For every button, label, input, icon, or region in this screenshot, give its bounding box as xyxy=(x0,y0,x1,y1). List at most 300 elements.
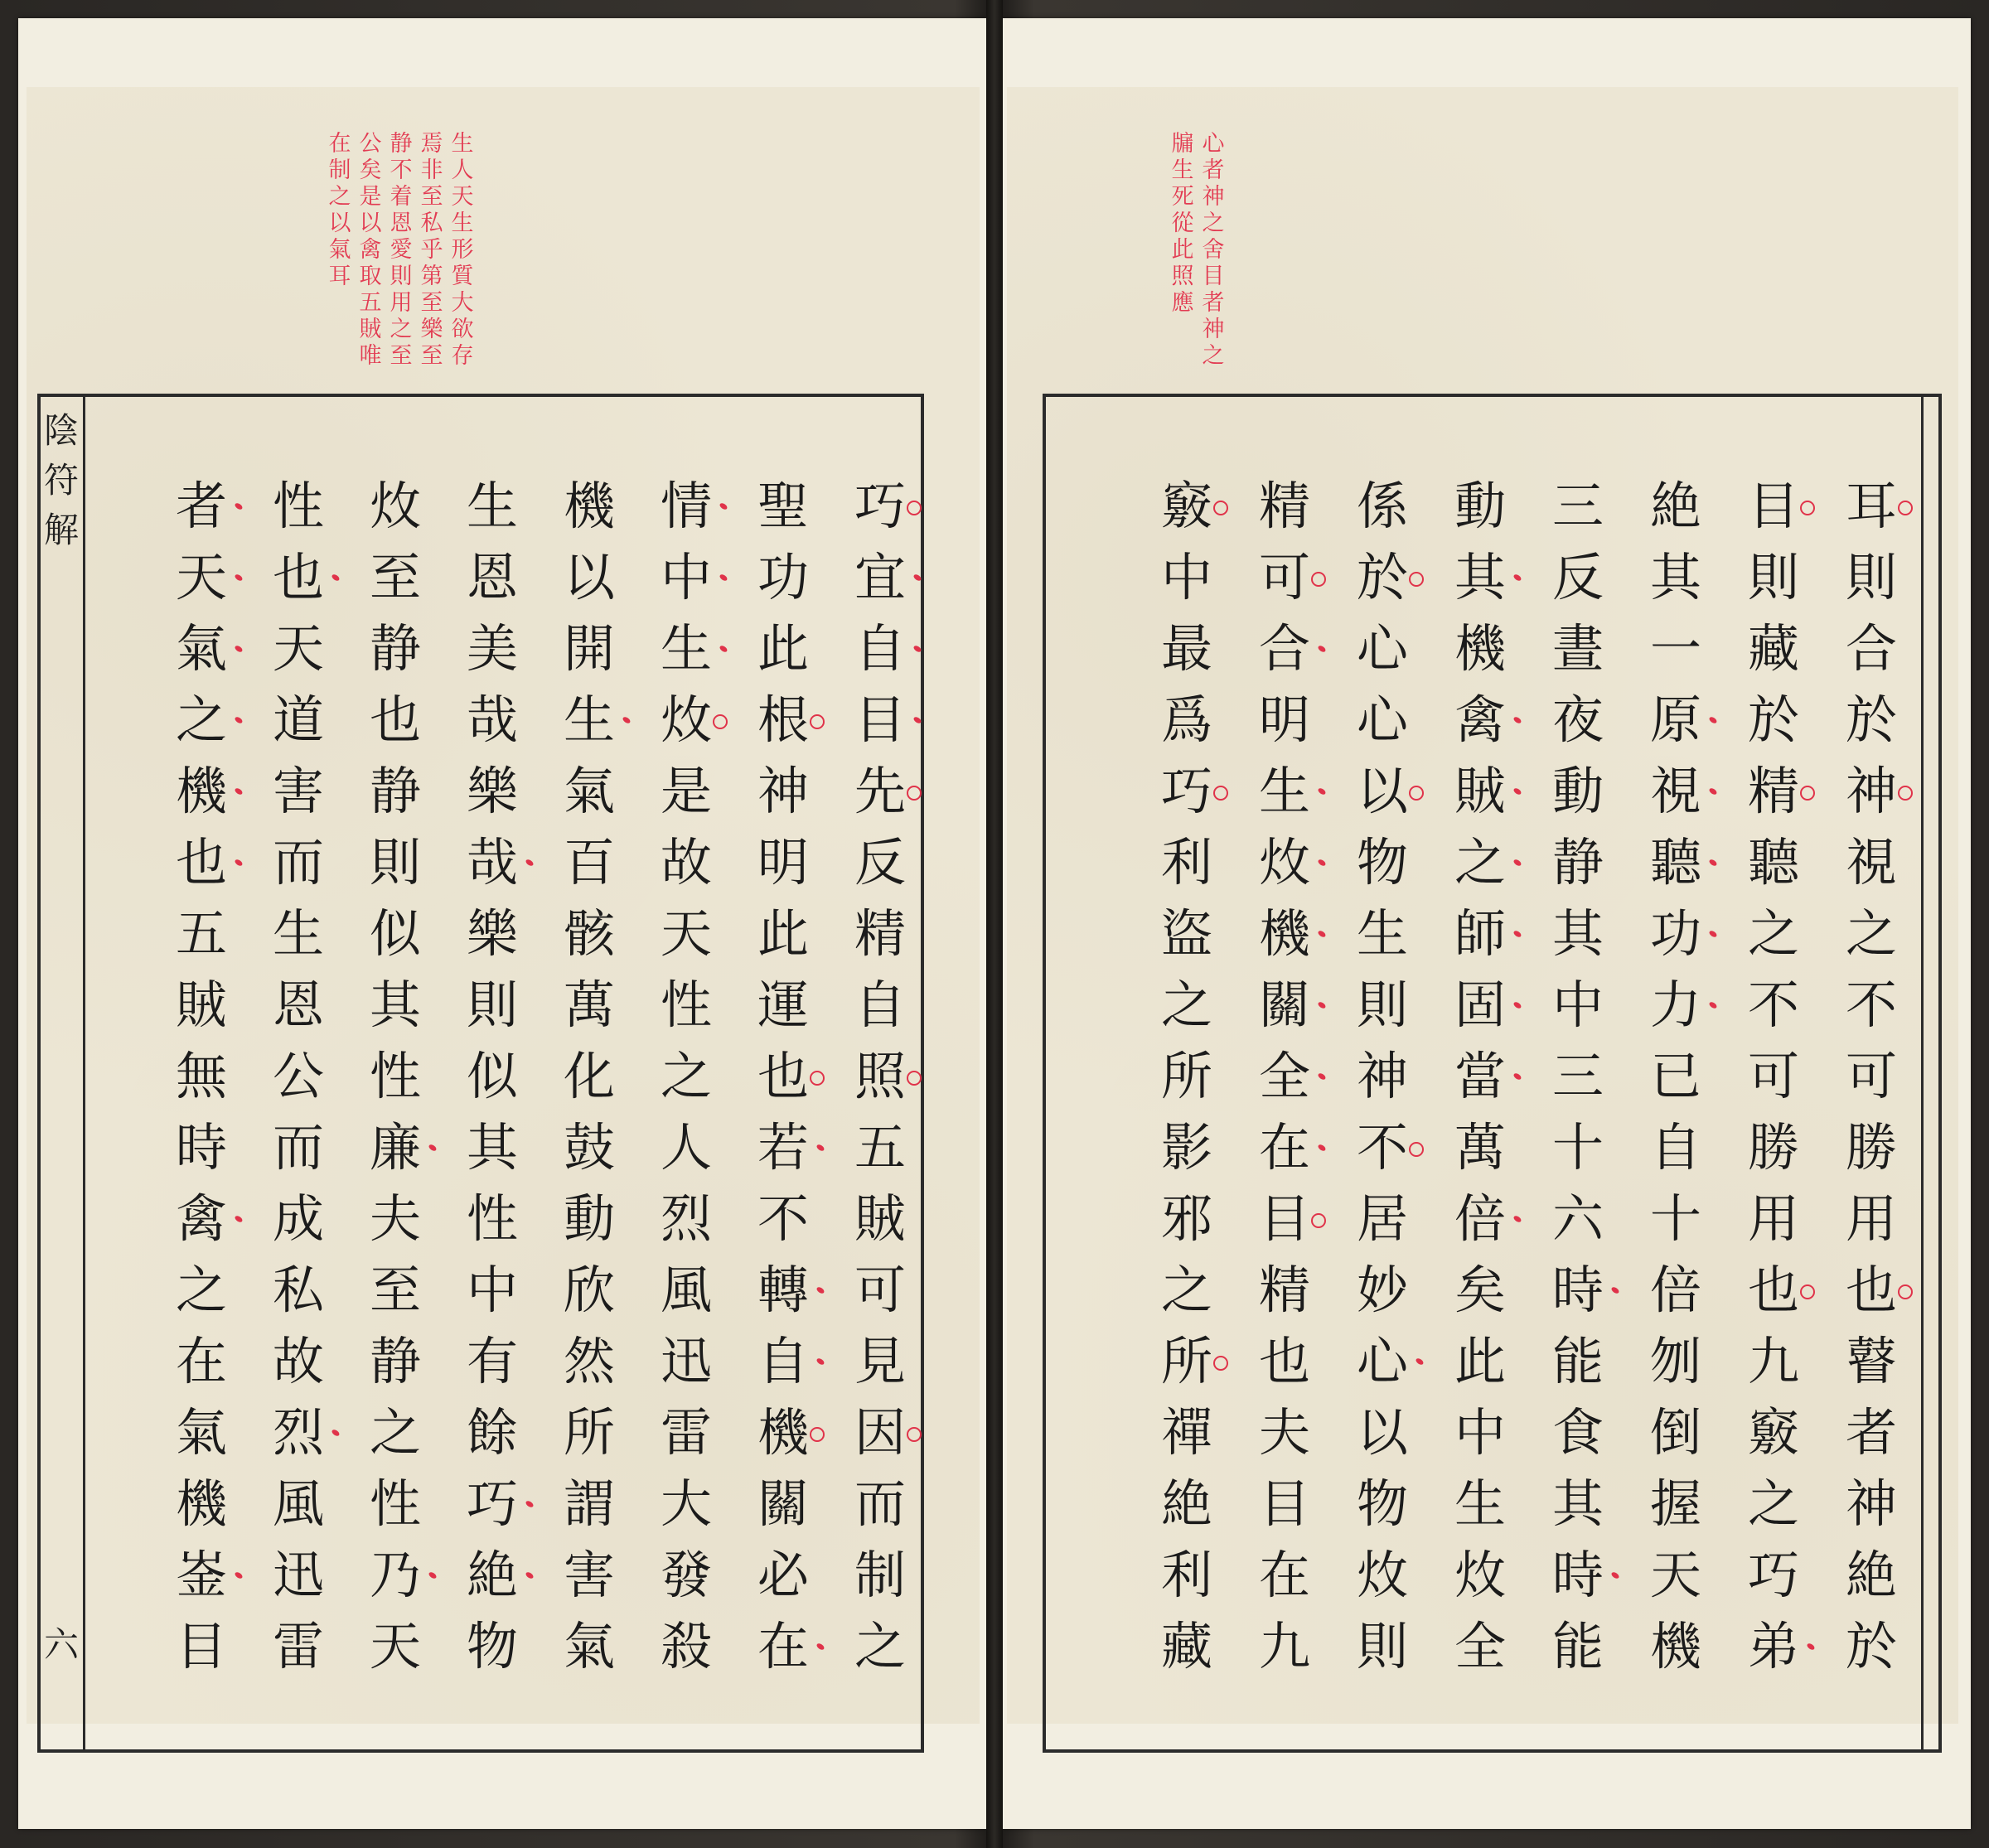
text-char: 則 xyxy=(466,975,518,1035)
text-char: 也 xyxy=(1740,1255,1807,1326)
text-char: 静 xyxy=(369,618,421,679)
text-char: 其 xyxy=(466,1117,518,1178)
text-char: 禽 xyxy=(1447,685,1513,756)
text-char: 天 xyxy=(272,618,324,679)
text-char: 固 xyxy=(1447,970,1513,1041)
text-char: 炇 xyxy=(1454,1545,1506,1605)
annotation-char: 之 xyxy=(390,317,413,342)
text-char: 烈 xyxy=(660,1188,712,1249)
text-char: 性 xyxy=(660,975,712,1035)
text-char: 似 xyxy=(466,1046,518,1106)
text-char: 倍 xyxy=(1447,1183,1513,1255)
red-circle-mark xyxy=(1800,501,1815,515)
text-char: 絶 xyxy=(1160,1473,1212,1534)
text-char: 矣 xyxy=(1454,1260,1506,1320)
text-char: 人 xyxy=(660,1117,712,1178)
text-char: 之 xyxy=(854,1616,906,1676)
text-char: 禪 xyxy=(1160,1402,1212,1463)
text-char: 生 xyxy=(272,903,324,964)
text-char: 萬 xyxy=(563,975,615,1035)
text-char: 反 xyxy=(1551,547,1604,607)
left-annotation-column xyxy=(448,131,477,370)
text-char: 竅 xyxy=(1154,471,1220,542)
annotation-char: 之 xyxy=(1202,343,1225,369)
text-char: 乃 xyxy=(362,1540,428,1611)
text-char: 雷 xyxy=(272,1616,324,1676)
margin-title-char: 陰 xyxy=(43,410,79,451)
text-char: 之 xyxy=(1447,827,1513,898)
text-char: 此 xyxy=(757,903,809,964)
text-char: 精 xyxy=(854,903,906,964)
left-text-column xyxy=(265,471,332,1682)
margin-title-char: 解 xyxy=(43,510,79,550)
text-char: 心 xyxy=(1356,618,1408,679)
text-char: 此 xyxy=(1454,1331,1506,1391)
annotation-char: 從 xyxy=(1171,210,1194,236)
text-char: 巧 xyxy=(1154,756,1220,827)
annotation-char: 賊 xyxy=(359,317,382,342)
annotation-char: 死 xyxy=(1171,184,1194,210)
text-char: 迅 xyxy=(660,1331,712,1391)
text-char: 關 xyxy=(757,1473,809,1534)
text-char: 氣 xyxy=(168,613,235,685)
annotation-char: 愛 xyxy=(390,237,413,263)
text-char: 成 xyxy=(272,1188,324,1249)
text-char: 藏 xyxy=(1747,618,1799,679)
text-char: 功 xyxy=(757,547,809,607)
text-char: 視 xyxy=(1845,832,1897,893)
annotation-char: 人 xyxy=(451,157,474,183)
text-char: 中 xyxy=(1454,1402,1506,1463)
text-char: 利 xyxy=(1160,1545,1212,1605)
text-char: 也 xyxy=(265,542,332,613)
text-char: 十 xyxy=(1551,1117,1604,1178)
text-char: 大 xyxy=(660,1473,712,1534)
text-char: 恩 xyxy=(466,547,518,607)
left-annotation-column xyxy=(386,131,416,370)
annotation-char: 唯 xyxy=(359,343,382,369)
red-circle-mark xyxy=(1409,1142,1424,1157)
text-char: 故 xyxy=(660,832,712,893)
text-char: 功 xyxy=(1643,898,1709,970)
text-char: 自 xyxy=(847,613,913,685)
text-char: 妙 xyxy=(1356,1260,1408,1320)
text-char: 制 xyxy=(854,1545,906,1605)
annotation-char: 此 xyxy=(1171,237,1194,263)
text-char: 以 xyxy=(1356,1402,1408,1463)
text-char: 性 xyxy=(369,1046,421,1106)
text-char: 風 xyxy=(272,1473,324,1534)
text-char: 先 xyxy=(847,756,913,827)
text-char: 當 xyxy=(1447,1041,1513,1112)
annotation-char: 生 xyxy=(451,210,474,236)
text-char: 轉 xyxy=(750,1255,816,1326)
text-char: 絶 xyxy=(459,1540,525,1611)
text-char: 者 xyxy=(168,471,235,542)
text-char: 烈 xyxy=(265,1397,332,1468)
text-char: 視 xyxy=(1643,756,1709,827)
text-char: 九 xyxy=(1258,1616,1310,1676)
text-char: 生 xyxy=(556,685,622,756)
text-char: 於 xyxy=(1349,542,1416,613)
text-char: 聽 xyxy=(1747,832,1799,893)
text-char: 則 xyxy=(369,832,421,893)
annotation-char: 形 xyxy=(451,237,474,263)
right-text-column xyxy=(1545,471,1611,1682)
red-circle-mark xyxy=(1311,572,1326,587)
annotation-char: 神 xyxy=(1202,184,1225,210)
red-circle-mark xyxy=(1311,1213,1326,1228)
text-char: 目 xyxy=(175,1616,227,1676)
text-char: 雷 xyxy=(660,1402,712,1463)
text-char: 鼓 xyxy=(563,1117,615,1178)
text-char: 根 xyxy=(750,685,816,756)
text-char: 三 xyxy=(1551,1046,1604,1106)
right-text-column xyxy=(1154,471,1220,1682)
text-char: 性 xyxy=(272,476,324,536)
text-char: 於 xyxy=(1845,689,1897,750)
text-char: 一 xyxy=(1649,618,1701,679)
red-circle-mark xyxy=(907,501,922,515)
text-char: 機 xyxy=(168,756,235,827)
annotation-char: 生 xyxy=(451,131,474,157)
text-char: 生 xyxy=(653,613,719,685)
text-char: 機 xyxy=(175,1473,227,1534)
text-char: 巧 xyxy=(1747,1545,1799,1605)
text-char: 全 xyxy=(1454,1616,1506,1676)
text-char: 食 xyxy=(1551,1402,1604,1463)
annotation-char: 是 xyxy=(359,184,382,210)
text-char: 運 xyxy=(757,975,809,1035)
text-char: 也 xyxy=(1258,1331,1310,1391)
text-char: 夫 xyxy=(369,1188,421,1249)
text-char: 餘 xyxy=(466,1402,518,1463)
annotation-char: 目 xyxy=(1202,264,1225,289)
right-text-column xyxy=(1838,471,1904,1682)
text-char: 而 xyxy=(272,832,324,893)
left-text-column xyxy=(750,471,816,1682)
text-char: 刎 xyxy=(1649,1331,1701,1391)
text-char: 居 xyxy=(1356,1188,1408,1249)
text-char: 美 xyxy=(466,618,518,679)
annotation-char: 以 xyxy=(328,210,351,236)
text-char: 害 xyxy=(563,1545,615,1605)
text-char: 在 xyxy=(750,1611,816,1682)
red-circle-mark xyxy=(1409,572,1424,587)
text-char: 於 xyxy=(1747,689,1799,750)
text-char: 盜 xyxy=(1160,903,1212,964)
text-char: 可 xyxy=(1747,1046,1799,1106)
annotation-char: 牖 xyxy=(1171,131,1194,157)
text-char: 也 xyxy=(168,827,235,898)
text-char: 於 xyxy=(1845,1616,1897,1676)
annotation-char: 則 xyxy=(390,264,413,289)
text-char: 機 xyxy=(1251,898,1318,970)
red-circle-mark xyxy=(810,1427,825,1442)
text-char: 夫 xyxy=(1258,1402,1310,1463)
text-char: 以 xyxy=(563,547,615,607)
text-char: 夜 xyxy=(1551,689,1604,750)
text-char: 倒 xyxy=(1649,1402,1701,1463)
text-char: 以 xyxy=(1349,756,1416,827)
text-char: 生 xyxy=(1356,903,1408,964)
text-char: 耳 xyxy=(1838,471,1904,542)
text-char: 合 xyxy=(1251,613,1318,685)
text-char: 賊 xyxy=(854,1188,906,1249)
text-char: 目 xyxy=(1740,471,1807,542)
text-char: 性 xyxy=(369,1473,421,1534)
text-char: 天 xyxy=(1649,1545,1701,1605)
text-char: 之 xyxy=(168,685,235,756)
right-text-column xyxy=(1349,471,1416,1682)
text-char: 利 xyxy=(1160,832,1212,893)
text-char: 欣 xyxy=(563,1260,615,1320)
text-char: 不 xyxy=(1747,975,1799,1035)
text-char: 發 xyxy=(660,1545,712,1605)
text-char: 風 xyxy=(660,1260,712,1320)
text-char: 生 xyxy=(1251,756,1318,827)
text-char: 握 xyxy=(1649,1473,1701,1534)
text-char: 不 xyxy=(1349,1112,1416,1183)
text-char: 禽 xyxy=(168,1183,235,1255)
text-char: 而 xyxy=(272,1117,324,1178)
red-circle-mark xyxy=(810,714,825,729)
annotation-char: 照 xyxy=(1171,264,1194,289)
annotation-char: 心 xyxy=(1202,131,1225,157)
text-char: 原 xyxy=(1643,685,1709,756)
annotation-char: 非 xyxy=(420,157,443,183)
text-char: 可 xyxy=(1251,542,1318,613)
red-circle-mark xyxy=(1898,501,1913,515)
text-char: 公 xyxy=(272,1046,324,1106)
annotation-char: 制 xyxy=(328,157,351,183)
annotation-char: 至 xyxy=(420,184,443,210)
annotation-char: 者 xyxy=(1202,157,1225,183)
text-char: 至 xyxy=(369,547,421,607)
red-circle-mark xyxy=(1213,501,1228,515)
text-char: 動 xyxy=(1454,476,1506,536)
text-char: 勝 xyxy=(1747,1117,1799,1178)
text-char: 目 xyxy=(1258,1473,1310,1534)
text-char: 炇 xyxy=(1356,1545,1408,1605)
annotation-char: 用 xyxy=(390,290,413,316)
text-char: 恩 xyxy=(272,975,324,1035)
red-circle-mark xyxy=(810,1071,825,1086)
left-annotation-column xyxy=(325,131,355,290)
text-char: 謂 xyxy=(563,1473,615,1534)
annotation-char: 禽 xyxy=(359,237,382,263)
red-circle-mark xyxy=(713,714,728,729)
annotation-char: 耳 xyxy=(328,264,351,289)
text-char: 可 xyxy=(854,1260,906,1320)
annotation-char: 恩 xyxy=(390,210,413,236)
text-char: 不 xyxy=(1845,975,1897,1035)
text-char: 六 xyxy=(1551,1188,1604,1249)
text-char: 精 xyxy=(1740,756,1807,827)
right-text-column xyxy=(1643,471,1709,1682)
text-char: 時 xyxy=(1545,1540,1611,1611)
annotation-char: 存 xyxy=(451,343,474,369)
text-char: 物 xyxy=(1356,832,1408,893)
text-char: 能 xyxy=(1551,1616,1604,1676)
text-char: 神 xyxy=(1845,1473,1897,1534)
text-char: 係 xyxy=(1356,476,1408,536)
text-char: 炇 xyxy=(653,685,719,756)
text-char: 氣 xyxy=(175,1402,227,1463)
text-char: 之 xyxy=(1845,903,1897,964)
text-char: 故 xyxy=(272,1331,324,1391)
text-char: 萬 xyxy=(1454,1117,1506,1178)
annotation-char: 者 xyxy=(1202,290,1225,316)
left-text-column xyxy=(168,471,235,1682)
text-char: 目 xyxy=(847,685,913,756)
red-circle-mark xyxy=(1409,786,1424,801)
text-char: 似 xyxy=(369,903,421,964)
text-char: 宜 xyxy=(847,542,913,613)
text-char: 可 xyxy=(1845,1046,1897,1106)
annotation-char: 質 xyxy=(451,264,474,289)
text-char: 所 xyxy=(563,1402,615,1463)
annotation-char: 天 xyxy=(451,184,474,210)
text-char: 必 xyxy=(757,1545,809,1605)
red-circle-mark xyxy=(1800,1284,1815,1299)
left-annotation-column xyxy=(417,131,447,370)
text-char: 然 xyxy=(563,1331,615,1391)
annotation-char: 生 xyxy=(1171,157,1194,183)
red-circle-mark xyxy=(1898,786,1913,801)
red-circle-mark xyxy=(907,1427,922,1442)
annotation-char: 静 xyxy=(390,131,413,157)
annotation-char: 之 xyxy=(328,184,351,210)
text-char: 全 xyxy=(1251,1041,1318,1112)
text-char: 所 xyxy=(1160,1046,1212,1106)
text-char: 三 xyxy=(1551,476,1604,536)
text-char: 機 xyxy=(1649,1616,1701,1676)
text-char: 五 xyxy=(175,903,227,964)
annotation-char: 私 xyxy=(420,210,443,236)
text-char: 私 xyxy=(272,1260,324,1320)
text-char: 性 xyxy=(466,1188,518,1249)
text-char: 心 xyxy=(1356,689,1408,750)
text-char: 自 xyxy=(750,1326,816,1397)
text-char: 五 xyxy=(854,1117,906,1178)
left-text-column xyxy=(847,471,913,1682)
text-char: 也 xyxy=(369,689,421,750)
text-char: 之 xyxy=(175,1260,227,1320)
text-char: 有 xyxy=(466,1331,518,1391)
margin-title-char: 符 xyxy=(43,460,79,501)
text-char: 則 xyxy=(1356,975,1408,1035)
left-text-column xyxy=(459,471,525,1682)
text-char: 也 xyxy=(1838,1255,1904,1326)
left-text-column xyxy=(653,471,719,1682)
red-circle-mark xyxy=(1213,786,1228,801)
text-char: 神 xyxy=(757,761,809,821)
text-char: 絶 xyxy=(1845,1545,1897,1605)
text-char: 聖 xyxy=(757,476,809,536)
text-char: 明 xyxy=(757,832,809,893)
annotation-char: 不 xyxy=(390,157,413,183)
annotation-char: 神 xyxy=(1202,317,1225,342)
text-char: 見 xyxy=(854,1331,906,1391)
annotation-char: 樂 xyxy=(420,317,443,342)
text-char: 精 xyxy=(1258,1260,1310,1320)
text-char: 時 xyxy=(1545,1255,1611,1326)
text-char: 反 xyxy=(854,832,906,893)
text-char: 照 xyxy=(847,1041,913,1112)
page-number: 六 xyxy=(43,1624,79,1665)
text-char: 目 xyxy=(1251,1183,1318,1255)
text-char: 樂 xyxy=(466,903,518,964)
text-char: 則 xyxy=(1356,1616,1408,1676)
text-char: 合 xyxy=(1845,618,1897,679)
text-char: 其 xyxy=(1447,542,1513,613)
text-char: 時 xyxy=(175,1117,227,1178)
text-char: 關 xyxy=(1251,970,1318,1041)
annotation-char: 着 xyxy=(390,184,413,210)
annotation-char: 至 xyxy=(420,343,443,369)
text-char: 神 xyxy=(1838,756,1904,827)
text-char: 中 xyxy=(653,542,719,613)
text-char: 明 xyxy=(1258,689,1310,750)
text-char: 炇 xyxy=(369,476,421,536)
annotation-char: 第 xyxy=(420,264,443,289)
text-char: 十 xyxy=(1649,1188,1701,1249)
text-char: 道 xyxy=(272,689,324,750)
text-char: 心 xyxy=(1349,1326,1416,1397)
annotation-char: 取 xyxy=(359,264,382,289)
annotation-char: 氣 xyxy=(328,237,351,263)
right-text-column xyxy=(1251,471,1318,1682)
annotation-char: 焉 xyxy=(420,131,443,157)
annotation-char: 矣 xyxy=(359,157,382,183)
text-char: 此 xyxy=(757,618,809,679)
text-char: 機 xyxy=(750,1397,816,1468)
text-char: 中 xyxy=(466,1260,518,1320)
annotation-char: 大 xyxy=(451,290,474,316)
text-char: 之 xyxy=(1747,1473,1799,1534)
text-char: 賊 xyxy=(175,975,227,1035)
annotation-char: 以 xyxy=(359,210,382,236)
text-char: 絶 xyxy=(1649,476,1701,536)
text-char: 之 xyxy=(1160,975,1212,1035)
text-char: 者 xyxy=(1845,1402,1897,1463)
text-char: 之 xyxy=(1160,1260,1212,1320)
red-circle-mark xyxy=(907,786,922,801)
text-char: 其 xyxy=(1551,1473,1604,1534)
text-char: 已 xyxy=(1649,1046,1701,1106)
red-circle-mark xyxy=(1213,1356,1228,1371)
text-char: 晝 xyxy=(1551,618,1604,679)
text-char: 動 xyxy=(1551,761,1604,821)
red-circle-mark xyxy=(1800,786,1815,801)
right-annotation-column xyxy=(1198,131,1228,370)
text-char: 物 xyxy=(1356,1473,1408,1534)
text-char: 在 xyxy=(1258,1545,1310,1605)
right-text-column xyxy=(1740,471,1807,1682)
text-char: 機 xyxy=(563,476,615,536)
text-char: 九 xyxy=(1747,1331,1799,1391)
text-char: 自 xyxy=(854,975,906,1035)
text-char: 物 xyxy=(466,1616,518,1676)
text-char: 至 xyxy=(369,1260,421,1320)
text-char: 天 xyxy=(660,903,712,964)
text-char: 巧 xyxy=(459,1468,525,1540)
text-char: 聽 xyxy=(1643,827,1709,898)
left-annotation-column xyxy=(356,131,385,370)
text-char: 瞽 xyxy=(1845,1331,1897,1391)
text-char: 巧 xyxy=(847,471,913,542)
